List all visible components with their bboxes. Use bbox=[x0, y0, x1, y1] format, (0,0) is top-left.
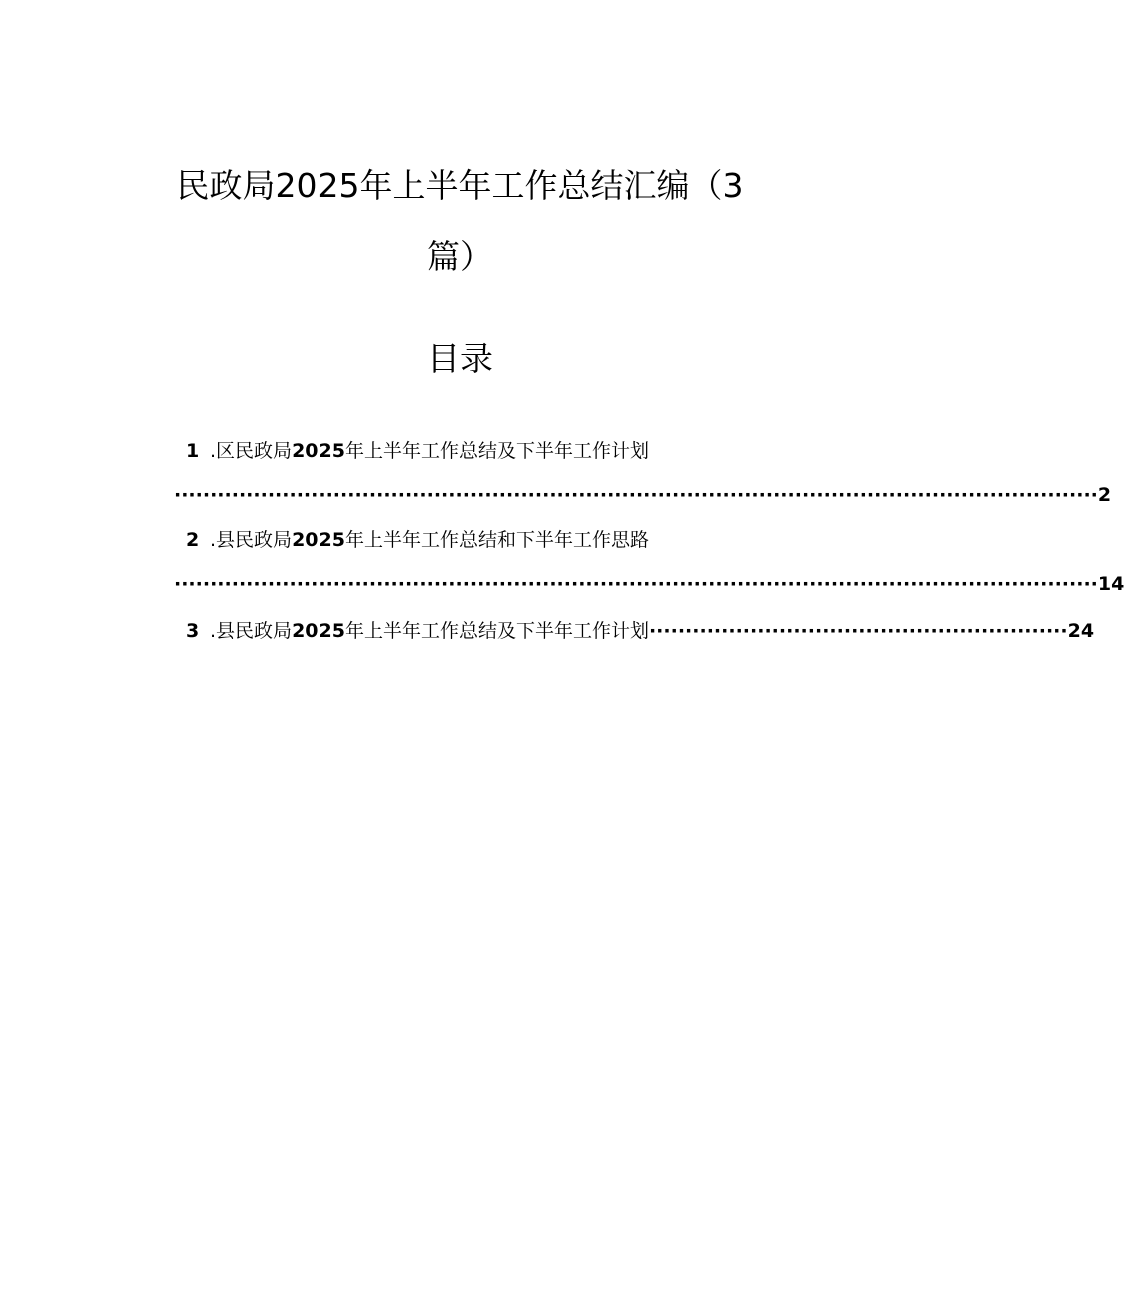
toc-entry-page-number: 14 bbox=[1097, 573, 1124, 595]
toc-entry-separator: . bbox=[210, 620, 217, 642]
document-title-line-1: 民政局2025年上半年工作总结汇编（3 bbox=[176, 166, 744, 205]
toc-entry-3-label bbox=[186, 618, 649, 644]
toc-entry-number: 2 bbox=[186, 529, 200, 551]
toc-entry-3[interactable] bbox=[186, 618, 1095, 644]
toc-entry-rest: 年上半年工作总结及下半年工作计划 bbox=[344, 620, 649, 642]
toc-entry-year: 2025 bbox=[292, 440, 345, 462]
toc-dot-leader: ································································································································ bbox=[174, 484, 1098, 506]
toc-entry-prefix: 县民政局 bbox=[216, 529, 293, 551]
toc-entry-2-label[interactable] bbox=[186, 527, 649, 553]
toc-entry-separator: . bbox=[210, 440, 217, 462]
toc-entry-number: 1 bbox=[186, 440, 200, 462]
document-title-line-2: 篇） bbox=[427, 237, 493, 276]
toc-entry-page-number: 24 bbox=[1067, 620, 1095, 642]
toc-entry-2-leader[interactable] bbox=[174, 571, 1124, 597]
toc-entry-1-label[interactable] bbox=[186, 438, 649, 464]
toc-entry-rest: 年上半年工作总结及下半年工作计划 bbox=[344, 440, 649, 462]
toc-heading: 目录 bbox=[427, 339, 493, 378]
toc-entry-number: 3 bbox=[186, 620, 200, 642]
toc-entry-rest: 年上半年工作总结和下半年工作思路 bbox=[344, 529, 649, 551]
toc-entry-prefix: 县民政局 bbox=[216, 620, 293, 642]
toc-entry-1-leader[interactable] bbox=[174, 482, 1112, 508]
toc-entry-prefix: 区民政局 bbox=[216, 440, 293, 462]
toc-entry-page-number: 2 bbox=[1097, 484, 1112, 506]
toc-entry-year: 2025 bbox=[292, 620, 345, 642]
toc-dot-leader: ································································································································ bbox=[174, 573, 1098, 595]
toc-entry-year: 2025 bbox=[292, 529, 345, 551]
toc-entry-separator: . bbox=[210, 529, 217, 551]
toc-dot-leader: ·························································· bbox=[648, 620, 1068, 642]
